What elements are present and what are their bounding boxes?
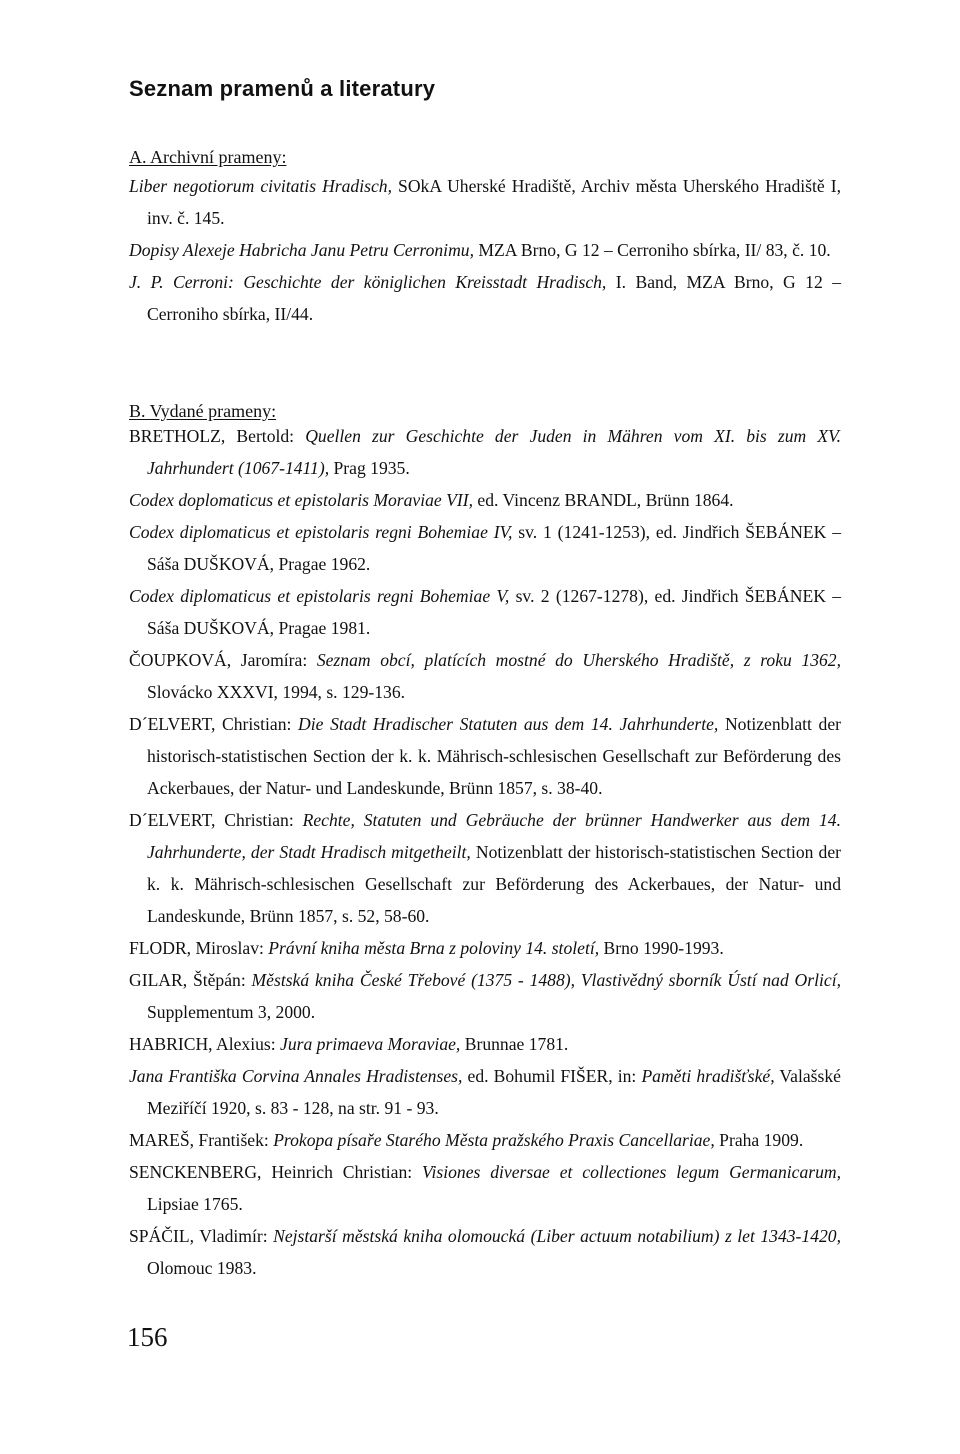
bibliography-entry — [129, 644, 841, 708]
entry-text: D´ELVERT, Christian: — [129, 810, 303, 830]
entry-text: D´ELVERT, Christian: — [129, 714, 299, 734]
entry-text: Slovácko XXXVI, 1994, s. 129-136. — [147, 682, 406, 702]
entry-title-italic: Rechte, Statuten und Gebräuche der brünner Handwerker aus dem 14. Jahrhunderte, der Stadt Hradisch mitgetheilt, — [147, 810, 841, 862]
entry-text: Prag 1935. — [329, 458, 410, 478]
entry-text: Brno 1990-1993. — [599, 938, 724, 958]
entry-text: ČOUPKOVÁ, Jaromíra: — [129, 650, 317, 670]
entry-title-italic: Codex diplomaticus et epistolaris regni Bohemiae IV, — [129, 522, 513, 542]
page-title: Seznam pramenů a literatury — [129, 76, 436, 101]
section-heading-archival-sources: A. Archivní prameny: — [129, 147, 287, 167]
entry-text: SPÁČIL, Vladimír: — [129, 1226, 274, 1246]
entry-text: Supplementum 3, 2000. — [147, 1002, 316, 1022]
entry-text: ed. Vincenz BRANDL, Brünn 1864. — [473, 490, 734, 510]
entry-text: I. Band, MZA Brno, G 12 – Cerroniho sbírka, II/44. — [147, 272, 842, 324]
entry-title-italic: Paměti hradišťské, — [641, 1066, 775, 1086]
page-number: 156 — [127, 1322, 168, 1352]
bibliography-entry — [129, 1060, 841, 1124]
entry-title-italic: Die Stadt Hradischer Statuten aus dem 14. Jahrhunderte, — [298, 714, 719, 734]
entry-text: Olomouc 1983. — [147, 1258, 257, 1278]
entry-title-italic: Městská kniha České Třebové (1375 - 1488), Vlastivědný sborník Ústí nad Orlicí, — [251, 970, 841, 990]
entry-title-italic: Jana Františka Corvina Annales Hradistenses, — [129, 1066, 463, 1086]
entry-text: GILAR, Štěpán: — [129, 970, 252, 990]
entry-text: sv. 1 (1241-1253), ed. Jindřich ŠEBÁNEK – Sáša DUŠKOVÁ, Pragae 1962. — [147, 522, 841, 574]
bibliography-entry — [129, 170, 841, 234]
bibliography-entry — [129, 804, 841, 932]
entry-text: Praha 1909. — [714, 1130, 804, 1150]
bibliography-entry — [129, 516, 841, 580]
entry-title-italic: J. P. Cerroni: Geschichte der königlichen Kreisstadt Hradisch, — [129, 272, 607, 292]
bibliography-entry — [129, 1028, 841, 1060]
entry-text: MAREŠ, František: — [129, 1130, 274, 1150]
published-sources-list — [129, 420, 841, 1284]
entry-text: Notizenblatt der historisch-statistischen Section der k. k. Mährisch-schlesischen Gesellschaft zur Beförderung des Ackerbaues, der Natur- und Landeskunde, Brünn 1857, s. 52, 58-60. — [147, 842, 841, 926]
bibliography-entry — [129, 964, 841, 1028]
entry-text: SOkA Uherské Hradiště, Archiv města Uherského Hradiště I, inv. č. 145. — [147, 176, 841, 228]
entry-text: FLODR, Miroslav: — [129, 938, 269, 958]
entry-text: Notizenblatt der historisch-statistischen Section der k. k. Mährisch-schlesischen Gesellschaft zur Beförderung des Ackerbaues, der Natur- und Landeskunde, Brünn 1857, s. 38-40. — [147, 714, 842, 798]
entry-text: Lipsiae 1765. — [147, 1194, 243, 1214]
entry-title-italic: Codex doplomaticus et epistolaris Moraviae VII, — [129, 490, 473, 510]
entry-title-italic: Dopisy Alexeje Habricha Janu Petru Cerronimu, — [129, 240, 474, 260]
entry-title-italic: Quellen zur Geschichte der Juden in Mähren vom XI. bis zum XV. Jahrhundert (1067-1411), — [147, 426, 841, 478]
bibliography-entry — [129, 1156, 841, 1220]
bibliography-entry — [129, 484, 841, 516]
bibliography-entry — [129, 234, 841, 266]
entry-title-italic: Seznam obcí, platících mostné do Uherského Hradiště, z roku 1362, — [316, 650, 842, 670]
bibliography-entry — [129, 266, 841, 330]
section-heading-published-sources: B. Vydané prameny: — [129, 401, 277, 421]
entry-text: ed. Bohumil FIŠER, in: — [462, 1066, 642, 1086]
bibliography-entry — [129, 708, 841, 804]
entry-title-italic: Prokopa písaře Starého Města pražského Praxis Cancellariae, — [273, 1130, 715, 1150]
entry-title-italic: Codex diplomaticus et epistolaris regni Bohemiae V, — [129, 586, 510, 606]
entry-text: sv. 2 (1267-1278), ed. Jindřich ŠEBÁNEK – Sáša DUŠKOVÁ, Pragae 1981. — [147, 586, 841, 638]
entry-title-italic: Právní kniha města Brna z poloviny 14. století, — [268, 938, 600, 958]
entry-title-italic: Nejstarší městská kniha olomoucká (Liber actuum notabilium) z let 1343-1420, — [273, 1226, 841, 1246]
entry-text: Brunnae 1781. — [460, 1034, 569, 1054]
entry-text: SENCKENBERG, Heinrich Christian: — [129, 1162, 423, 1182]
entry-title-italic: Visiones diversae et collectiones legum Germanicarum, — [422, 1162, 841, 1182]
bibliography-entry — [129, 932, 841, 964]
entry-text: Valašské Meziříčí 1920, s. 83 - 128, na str. 91 - 93. — [147, 1066, 841, 1118]
bibliography-entry — [129, 420, 841, 484]
entry-text: BRETHOLZ, Bertold: — [129, 426, 306, 446]
entry-title-italic: Jura primaeva Moraviae, — [280, 1034, 461, 1054]
bibliography-entry — [129, 1220, 841, 1284]
entry-title-italic: Liber negotiorum civitatis Hradisch, — [129, 176, 392, 196]
archival-sources-list — [129, 170, 841, 330]
entry-text: HABRICH, Alexius: — [129, 1034, 281, 1054]
bibliography-entry — [129, 580, 841, 644]
entry-text: MZA Brno, G 12 – Cerroniho sbírka, II/ 83, č. 10. — [473, 240, 831, 260]
bibliography-entry — [129, 1124, 841, 1156]
